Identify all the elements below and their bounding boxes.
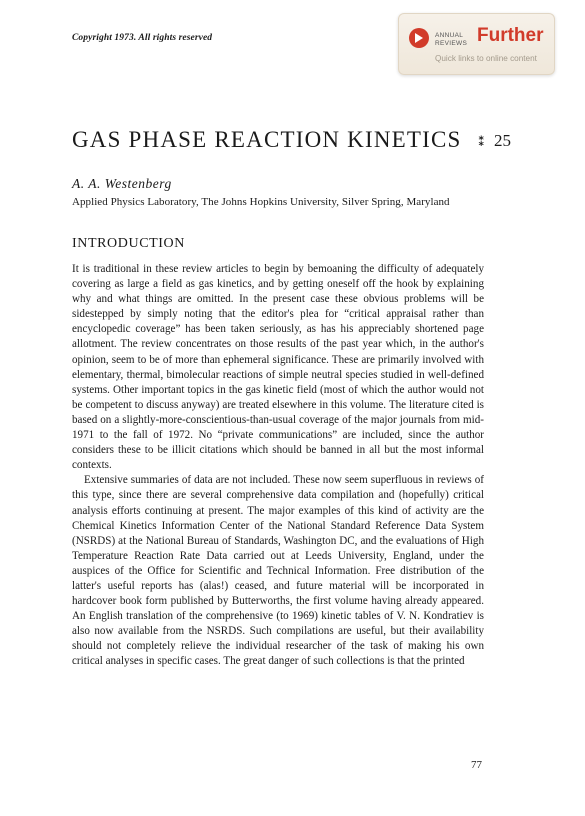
quick-links-label: Quick links to online content	[435, 54, 537, 63]
article-title: GAS PHASE REACTION KINETICS	[72, 127, 462, 152]
annual-reviews-logo-icon	[409, 28, 429, 48]
author-affiliation: Applied Physics Laboratory, The Johns Hopkins University, Silver Spring, Maryland	[72, 196, 450, 208]
further-label: Further	[477, 25, 544, 46]
chapter-number: 25	[494, 131, 511, 150]
section-heading: INTRODUCTION	[72, 236, 185, 251]
page-number: 77	[471, 759, 482, 771]
paragraph: It is traditional in these review articles to begin by bemoaning the difficulty of adequately covering as large a field as gas kinetics, and by getting oneself off the hook by explaining why and what things are omitted. In the present case these obvious problems will be sidestepped by simply noting that the editor's plea for “critical appraisal rather than encyclopedic coverage” has been taken seriously, as has his appreciably shortened page allotment. The review concentrates on those results of the past year which, in the author's opinion, seem to be of more than ephemeral significance. These are primarily involved with elementary, thermal, bimolecular reactions of simple neutral species studied in well-defined systems. Other important topics in the gas kinetic field (most of which the author would not be competent to discuss anyway) are treated elsewhere in this volume. The literature cited is based on a slightly-more-conscientious-than-usual coverage of the major journals from mid-1971 to the fall of 1972. No “private communications” are included, since the author considers these to be illicit citations which should be banned in all but the most informal contexts.	[72, 263, 484, 472]
annual-reviews-further-banner[interactable]	[398, 13, 555, 75]
title-mark-icon: ⁑	[478, 134, 485, 149]
article-body	[72, 262, 484, 670]
copyright-notice: Copyright 1973. All rights reserved	[72, 33, 213, 43]
paragraph: Extensive summaries of data are not included. These now seem superfluous in reviews of this type, since there are several comprehensive data compilation and (hopefully) critical analysis efforts continuing at present. The major examples of this kind of activity are the Chemical Kinetics Information Center of the National Standard Reference Data System (NSRDS) at the National Bureau of Standards, Washington DC, and the evaluations of High Temperature Reaction Rate Data carried out at Leeds University, England, under the auspices of the Office for Scientific and Technical Information. Free distribution of the latter's useful reports has (alas!) ceased, and future material will be incorporated in hardcover book form published by Butterworths, the first volume having already appeared. An English translation of the comprehensive (to 1969) kinetic tables of V. N. Kondratiev is also now available from the NSRDS. Such compilations are useful, but their availability should not completely relieve the individual researcher of the task of making his own critical analyses in specific cases. The great danger of such collections is that the printed	[72, 474, 484, 668]
annual-reviews-label: ANNUAL REVIEWS	[435, 32, 468, 47]
author-name: A. A. Westenberg	[72, 176, 172, 191]
